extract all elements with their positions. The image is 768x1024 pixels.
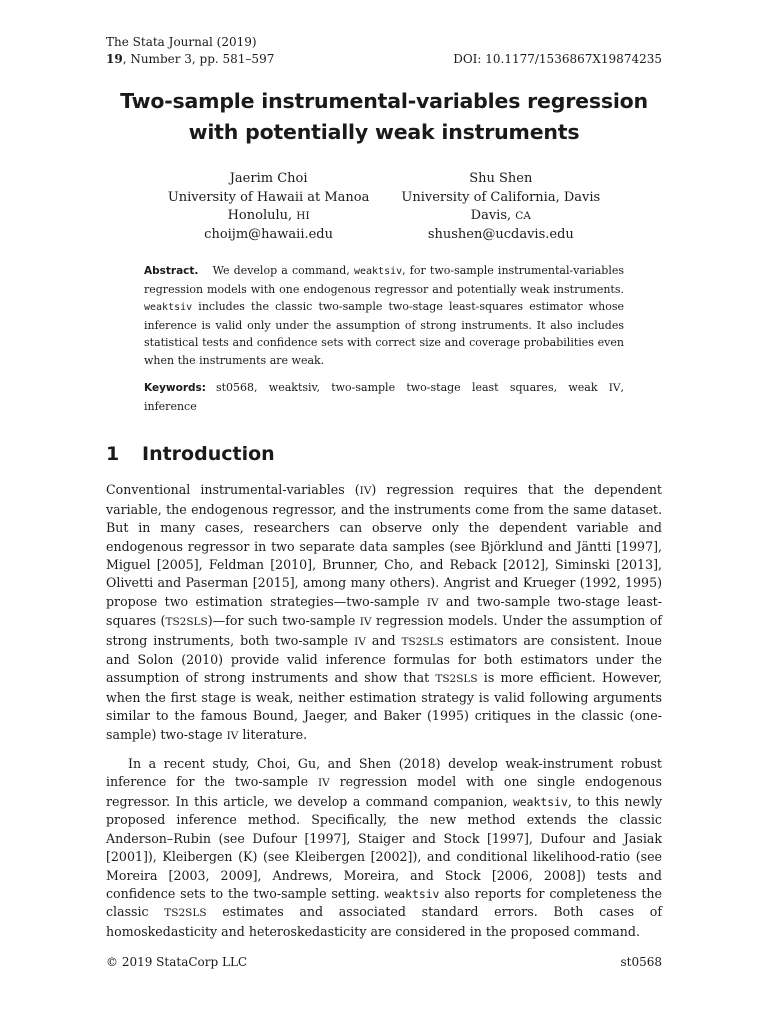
running-header xyxy=(106,34,662,68)
section-number: 1 xyxy=(106,443,120,466)
doi: DOI: 10.1177/1536867X19874235 xyxy=(453,52,662,66)
page-footer xyxy=(106,954,662,971)
paper-title xyxy=(106,86,662,148)
title-line-2: with potentially weak instruments xyxy=(188,120,580,144)
command-name: weaktsiv xyxy=(144,302,193,314)
author-affiliation: University of California, Davis xyxy=(401,189,601,205)
volume-number: 19 xyxy=(106,52,123,66)
abstract-label: Abstract. xyxy=(144,265,199,278)
author-email: shushen@ucdavis.edu xyxy=(427,226,574,242)
paragraph-1: Conventional instrumental-variables (IV) regression requires that the dependent variable, the endogenous regressor, and the instruments come from the same dataset. But in many cases, researchers can observe only the dependent variable and endogenous regressor in two separate data samples (see Björklund and Jäntti [1997], Miguel [2005], Feldman [2010], Brunner, Cho, and Reback [2012], Siminski [2013], Olivetti and Paserman [2015], among many others). Angrist and Krueger (1992, 1995) propose two estimation strategies—two-sample IV and two-sample two-stage least-squares (TS2SLS)—for such two-sample IV regression models. Under the assumption of strong instruments, both two-sample IV and TS2SLS estimators are consistent. Inoue and Solon (2010) provide valid inference formulas for both estimators under the assumption of strong instruments and show that TS2SLS is more efficient. However, when the first stage is weak, neither estimation strategy is valid following arguments similar to the famous Bound, Jaeger, and Baker (1995) critiques in the classic (one-sample) two-stage IV literature. xyxy=(106,482,663,742)
author-location: Davis, CA xyxy=(470,208,531,224)
command-name: weaktsiv xyxy=(512,794,568,809)
author-block xyxy=(106,170,662,244)
keywords-label: Keywords: xyxy=(144,382,206,395)
section-title: Introduction xyxy=(142,443,275,466)
author-affiliation: University of Hawaii at Manoa xyxy=(167,189,370,205)
author-name: Jaerim Choi xyxy=(229,171,308,186)
author-location: Honolulu, HI xyxy=(227,208,310,224)
command-name: weaktsiv xyxy=(353,266,403,278)
journal-name: The Stata Journal (2019) xyxy=(106,35,257,49)
volume-info xyxy=(106,51,274,68)
author-1 xyxy=(168,170,370,244)
page xyxy=(106,34,662,941)
abstract: Abstract. We develop a command, weaktsiv, for two-sample instrumental-variables regression models with one endogenous regressor and potentially weak instruments. weaktsiv includes the classic two-sample two-stage least-squares estimator whose inference is valid only under the assumption of strong instruments. It also includes statistical tests and confidence sets with correct size and coverage probabilities even when the instruments are weak. xyxy=(144,264,625,367)
section-heading xyxy=(106,441,662,467)
copyright: © 2019 StataCorp LLC xyxy=(106,955,248,969)
command-name: weaktsiv xyxy=(384,886,440,901)
author-email: choijm@hawaii.edu xyxy=(204,226,334,242)
issue-pages: , Number 3, pp. 581–597 xyxy=(122,52,275,66)
title-line-1: Two-sample instrumental-variables regression xyxy=(120,89,648,113)
author-2 xyxy=(401,170,600,244)
article-code: st0568 xyxy=(620,955,662,969)
keywords: Keywords: st0568, weaktsiv, two-sample two-stage least squares, weak IV, inference xyxy=(144,381,624,413)
paragraph-2: In a recent study, Choi, Gu, and Shen (2018) develop weak-instrument robust inference for the two-sample IV regression model with one single endogenous regressor. In this article, we develop a command companion, weaktsiv, to this newly proposed inference method. Specifically, the new method extends the classic Anderson–Rubin (see Dufour [1997], Staiger and Stock [1997], Dufour and Jasiak [2001]), Kleibergen (K) (see Kleibergen [2002]), and conditional likelihood-ratio (see Moreira [2003, 2009], Andrews, Moreira, and Stock [2006, 2008]) tests and confidence sets to the two-sample setting. weaktsiv also reports for completeness the classic TS2SLS estimates and associated standard errors. Both cases of homoskedasticity and heteroskedasticity are considered in the proposed command. xyxy=(106,756,663,939)
author-name: Shu Shen xyxy=(469,171,533,186)
